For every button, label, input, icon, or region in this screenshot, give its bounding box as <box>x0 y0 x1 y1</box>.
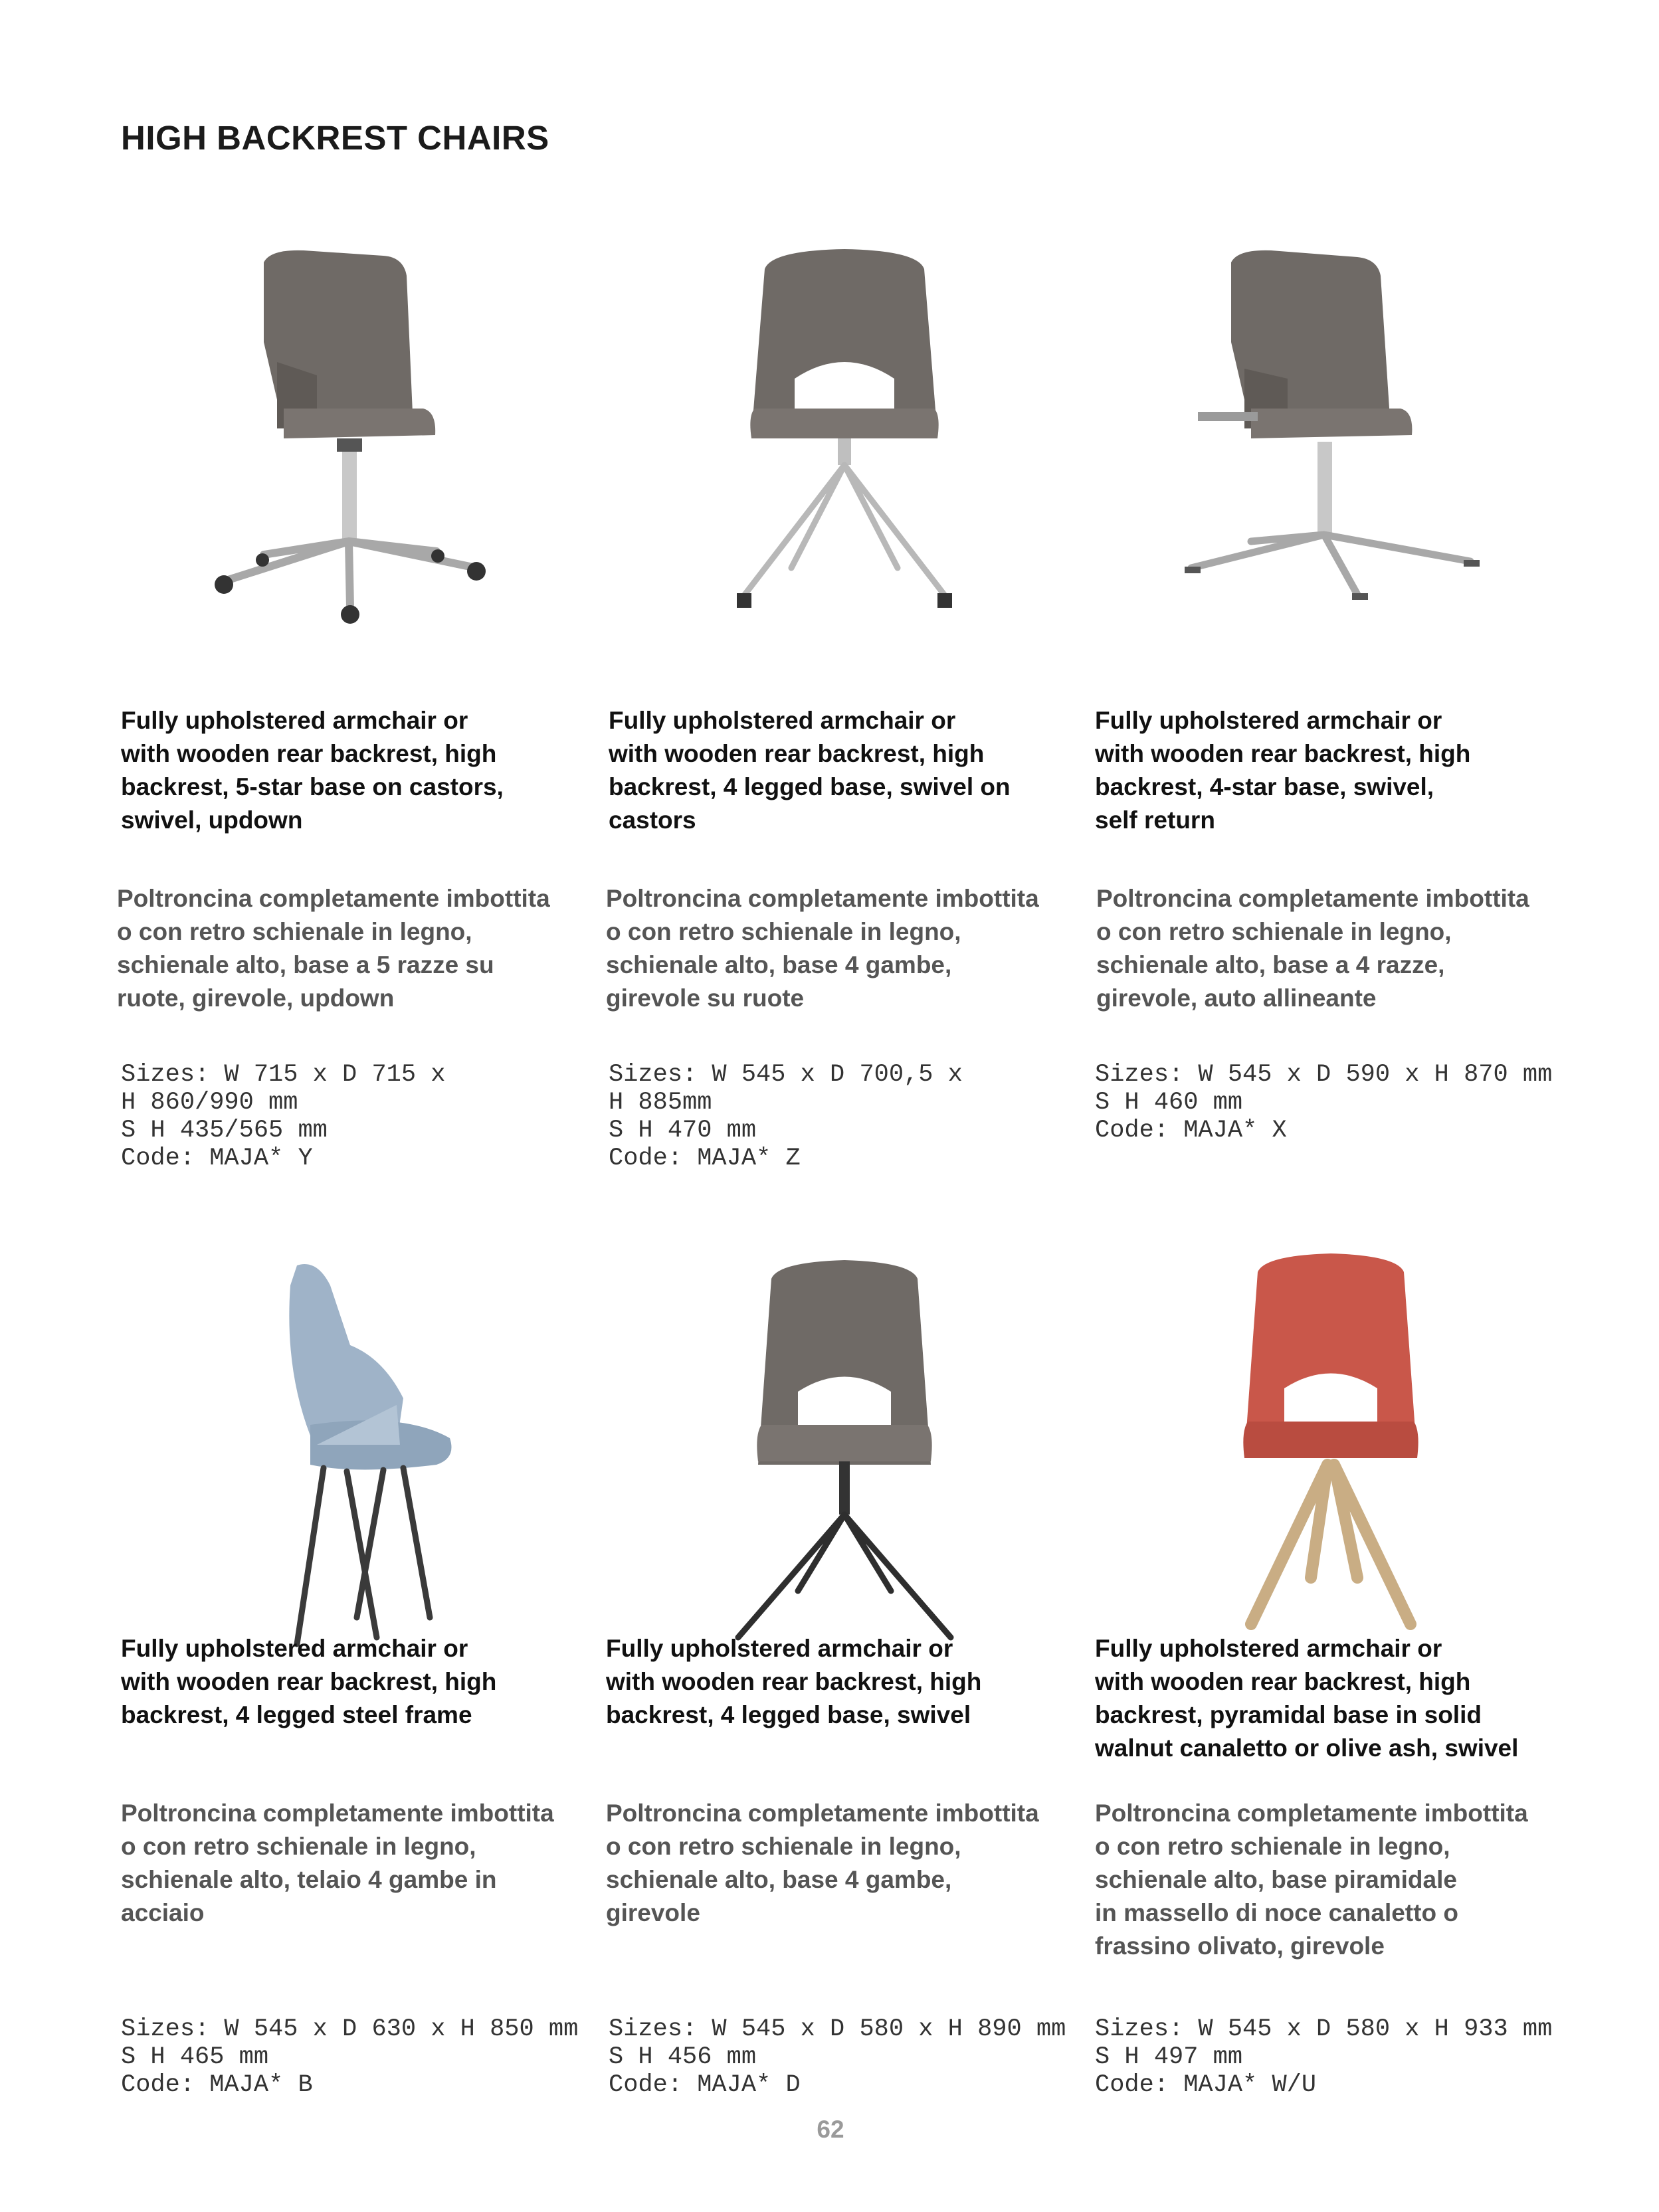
chair-photo-pyramidal-wood-base <box>1095 1229 1567 1687</box>
product-maja-b-description-en: Fully upholstered armchair or with wooden rear backrest, high backrest, 4 legged steel frame <box>121 1635 497 1728</box>
product-maja-d-description-en: Fully upholstered armchair or with wooden rear backrest, high backrest, 4 legged base, swivel <box>606 1635 982 1728</box>
product-maja-w-u-specs: Sizes: W 545 x D 580 x H 933 mm S H 497 mm Code: MAJA* W/U <box>1095 2015 1553 2099</box>
chair-4-legged-castors-illustration <box>672 209 1017 634</box>
product-maja-w-u-description-it: Poltroncina completamente imbottita o con retro schienale in legno, schienale alto, base piramidale in massello di noce canaletto o frassino olivato, girevole <box>1095 1799 1528 1960</box>
product-maja-y-specs: Sizes: W 715 x D 715 x H 860/990 mm S H 435/565 mm Code: MAJA* Y <box>121 1061 446 1172</box>
page-number: 62 <box>817 2116 844 2143</box>
product-maja-w-u-description-en: Fully upholstered armchair or with wooden rear backrest, high backrest, pyramidal base in solid walnut canaletto or olive ash, swivel <box>1095 1635 1519 1762</box>
chair-photo-4-legged-swivel <box>609 1229 1080 1687</box>
product-maja-x-description-it: Poltroncina completamente imbottita o con retro schienale in legno, schienale alto, base a 4 razze, girevole, auto allineante <box>1096 885 1529 1012</box>
chair-5-star-castors-illustration <box>184 209 530 634</box>
chair-photo-4-legged-steel <box>121 1229 593 1687</box>
chair-pyramidal-base-illustration <box>1158 1245 1504 1671</box>
page-title: HIGH BACKREST CHAIRS <box>121 119 549 157</box>
chair-photo-4-legged-castors <box>609 193 1080 651</box>
product-maja-z-description-it: Poltroncina completamente imbottita o con retro schienale in legno, schienale alto, base 4 gambe, girevole su ruote <box>606 885 1039 1012</box>
chair-photo-4-star-self-return <box>1095 193 1567 651</box>
product-maja-d-specs: Sizes: W 545 x D 580 x H 890 mm S H 456 mm Code: MAJA* D <box>609 2015 1066 2099</box>
chair-4-star-illustration <box>1158 209 1504 634</box>
product-maja-z-description-en: Fully upholstered armchair or with wooden rear backrest, high backrest, 4 legged base, swivel on castors <box>609 707 1011 834</box>
chair-4-legged-steel-illustration <box>184 1245 530 1671</box>
product-maja-z-specs: Sizes: W 545 x D 700,5 x H 885mm S H 470 mm Code: MAJA* Z <box>609 1061 963 1172</box>
product-maja-d-description-it: Poltroncina completamente imbottita o con retro schienale in legno, schienale alto, base 4 gambe, girevole <box>606 1799 1039 1926</box>
product-maja-x-description-en: Fully upholstered armchair or with wooden rear backrest, high backrest, 4-star base, swivel, self return <box>1095 707 1471 834</box>
product-maja-b-specs: Sizes: W 545 x D 630 x H 850 mm S H 465 mm Code: MAJA* B <box>121 2015 579 2099</box>
product-maja-b-description-it: Poltroncina completamente imbottita o con retro schienale in legno, schienale alto, telaio 4 gambe in acciaio <box>121 1799 554 1926</box>
product-maja-y-description-en: Fully upholstered armchair or with wooden rear backrest, high backrest, 5-star base on castors, swivel, updown <box>121 707 504 834</box>
chair-photo-5-star-castors <box>121 193 593 651</box>
chair-4-legged-swivel-illustration <box>672 1245 1017 1671</box>
product-maja-y-description-it: Poltroncina completamente imbottita o con retro schienale in legno, schienale alto, base a 5 razze su ruote, girevole, updown <box>117 885 550 1012</box>
product-maja-x-specs: Sizes: W 545 x D 590 x H 870 mm S H 460 mm Code: MAJA* X <box>1095 1061 1553 1145</box>
